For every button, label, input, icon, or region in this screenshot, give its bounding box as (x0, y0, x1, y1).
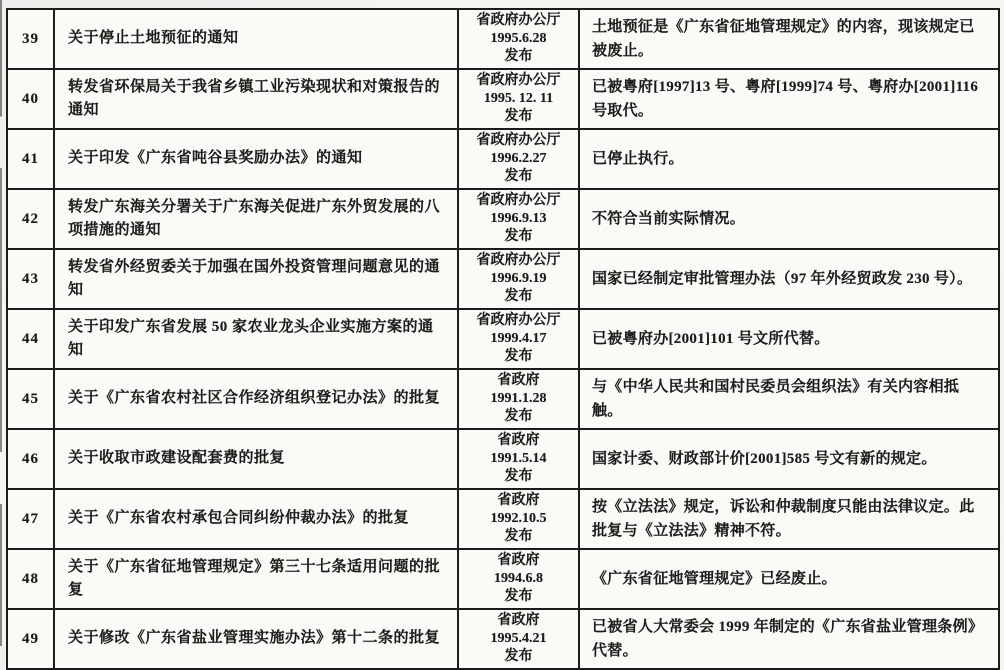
status-note: 土地预征是《广东省征地管理规定》的内容，现该规定已被废止。 (579, 9, 999, 69)
table-row (7, 9, 999, 69)
issuer: 省政府办公厅 (476, 193, 561, 208)
document-title: 关于《广东省农村承包合同纠纷仲裁办法》的批复 (54, 489, 458, 549)
scan-edge-artifact (0, 0, 2, 646)
table-row (7, 189, 999, 249)
document-title: 关于收取市政建设配套费的批复 (54, 429, 458, 489)
issuer: 省政府 (497, 373, 540, 388)
row-number: 45 (7, 369, 54, 429)
issue-info-cell (458, 609, 579, 669)
issue-date: 1991.5.14 (490, 451, 547, 466)
issue-date: 1996.9.19 (490, 271, 547, 286)
status-note: 已被粤府[1997]13 号、粤府[1999]74 号、粤府办[2001]116 号取代。 (579, 69, 999, 129)
issue-action: 发布 (504, 229, 533, 244)
issue-date: 1996.2.27 (490, 151, 547, 166)
issue-date: 1995.6.28 (490, 31, 547, 46)
issue-date: 1991.1.28 (490, 391, 547, 406)
issue-action: 发布 (504, 469, 533, 484)
issue-date: 1994.6.8 (494, 571, 543, 586)
issuer: 省政府 (497, 553, 540, 568)
row-number: 49 (7, 609, 54, 669)
issue-action: 发布 (504, 49, 533, 64)
table-body (7, 9, 999, 669)
issuer: 省政府 (497, 613, 540, 628)
table-row (7, 429, 999, 489)
issue-action: 发布 (504, 649, 533, 664)
status-note: 与《中华人民共和国村民委员会组织法》有关内容相抵触。 (579, 369, 999, 429)
issuer: 省政府 (497, 493, 540, 508)
row-number: 41 (7, 129, 54, 189)
row-number: 46 (7, 429, 54, 489)
document-title: 转发省环保局关于我省乡镇工业污染现状和对策报告的通知 (54, 69, 458, 129)
issue-action: 发布 (504, 589, 533, 604)
status-note: 国家已经制定审批管理办法（97 年外经贸政发 230 号）。 (579, 249, 999, 309)
table-row (7, 609, 999, 669)
issuer: 省政府办公厅 (476, 13, 561, 28)
issue-info-cell (458, 429, 579, 489)
issuer: 省政府办公厅 (476, 73, 561, 88)
issue-action: 发布 (504, 169, 533, 184)
row-number: 43 (7, 249, 54, 309)
issue-info-cell (458, 489, 579, 549)
row-number: 42 (7, 189, 54, 249)
status-note: 《广东省征地管理规定》已经废止。 (579, 549, 999, 609)
row-number: 48 (7, 549, 54, 609)
issuer: 省政府办公厅 (476, 133, 561, 148)
status-note: 已被省人大常委会 1999 年制定的《广东省盐业管理条例》代替。 (579, 609, 999, 669)
document-title: 关于印发《广东省吨谷县奖励办法》的通知 (54, 129, 458, 189)
issue-info-cell (458, 69, 579, 129)
issue-info-cell (458, 309, 579, 369)
scanned-document-page (6, 8, 998, 664)
table-row (7, 129, 999, 189)
issuer: 省政府 (497, 433, 540, 448)
document-title: 关于《广东省农村社区合作经济组织登记办法》的批复 (54, 369, 458, 429)
row-number: 39 (7, 9, 54, 69)
table-row (7, 309, 999, 369)
document-title: 关于停止土地预征的通知 (54, 9, 458, 69)
issue-info-cell (458, 129, 579, 189)
issue-action: 发布 (504, 289, 533, 304)
issue-action: 发布 (504, 529, 533, 544)
issue-date: 1995. 12. 11 (483, 91, 554, 106)
issue-info-cell (458, 189, 579, 249)
row-number: 40 (7, 69, 54, 129)
issue-date: 1992.10.5 (490, 511, 547, 526)
issuer: 省政府办公厅 (476, 253, 561, 268)
issuer: 省政府办公厅 (476, 313, 561, 328)
regulation-cleanup-table (6, 8, 1000, 670)
table-row (7, 369, 999, 429)
table-row (7, 249, 999, 309)
status-note: 不符合当前实际情况。 (579, 189, 999, 249)
document-title: 关于印发广东省发展 50 家农业龙头企业实施方案的通知 (54, 309, 458, 369)
document-title: 关于《广东省征地管理规定》第三十七条适用问题的批复 (54, 549, 458, 609)
issue-date: 1995.4.21 (490, 631, 547, 646)
issue-date: 1999.4.17 (490, 331, 547, 346)
issue-action: 发布 (504, 409, 533, 424)
issue-info-cell (458, 249, 579, 309)
issue-info-cell (458, 549, 579, 609)
issue-info-cell (458, 369, 579, 429)
status-note: 国家计委、财政部计价[2001]585 号文有新的规定。 (579, 429, 999, 489)
issue-info-cell (458, 9, 579, 69)
table-row (7, 549, 999, 609)
row-number: 44 (7, 309, 54, 369)
status-note: 已停止执行。 (579, 129, 999, 189)
table-row (7, 69, 999, 129)
issue-action: 发布 (504, 109, 533, 124)
document-title: 转发广东海关分署关于广东海关促进广东外贸发展的八项措施的通知 (54, 189, 458, 249)
status-note: 已被粤府办[2001]101 号文所代替。 (579, 309, 999, 369)
issue-date: 1996.9.13 (490, 211, 547, 226)
issue-action: 发布 (504, 349, 533, 364)
table-row (7, 489, 999, 549)
document-title: 转发省外经贸委关于加强在国外投资管理问题意见的通知 (54, 249, 458, 309)
status-note: 按《立法法》规定，诉讼和仲裁制度只能由法律议定。此批复与《立法法》精神不符。 (579, 489, 999, 549)
row-number: 47 (7, 489, 54, 549)
document-title: 关于修改《广东省盐业管理实施办法》第十二条的批复 (54, 609, 458, 669)
